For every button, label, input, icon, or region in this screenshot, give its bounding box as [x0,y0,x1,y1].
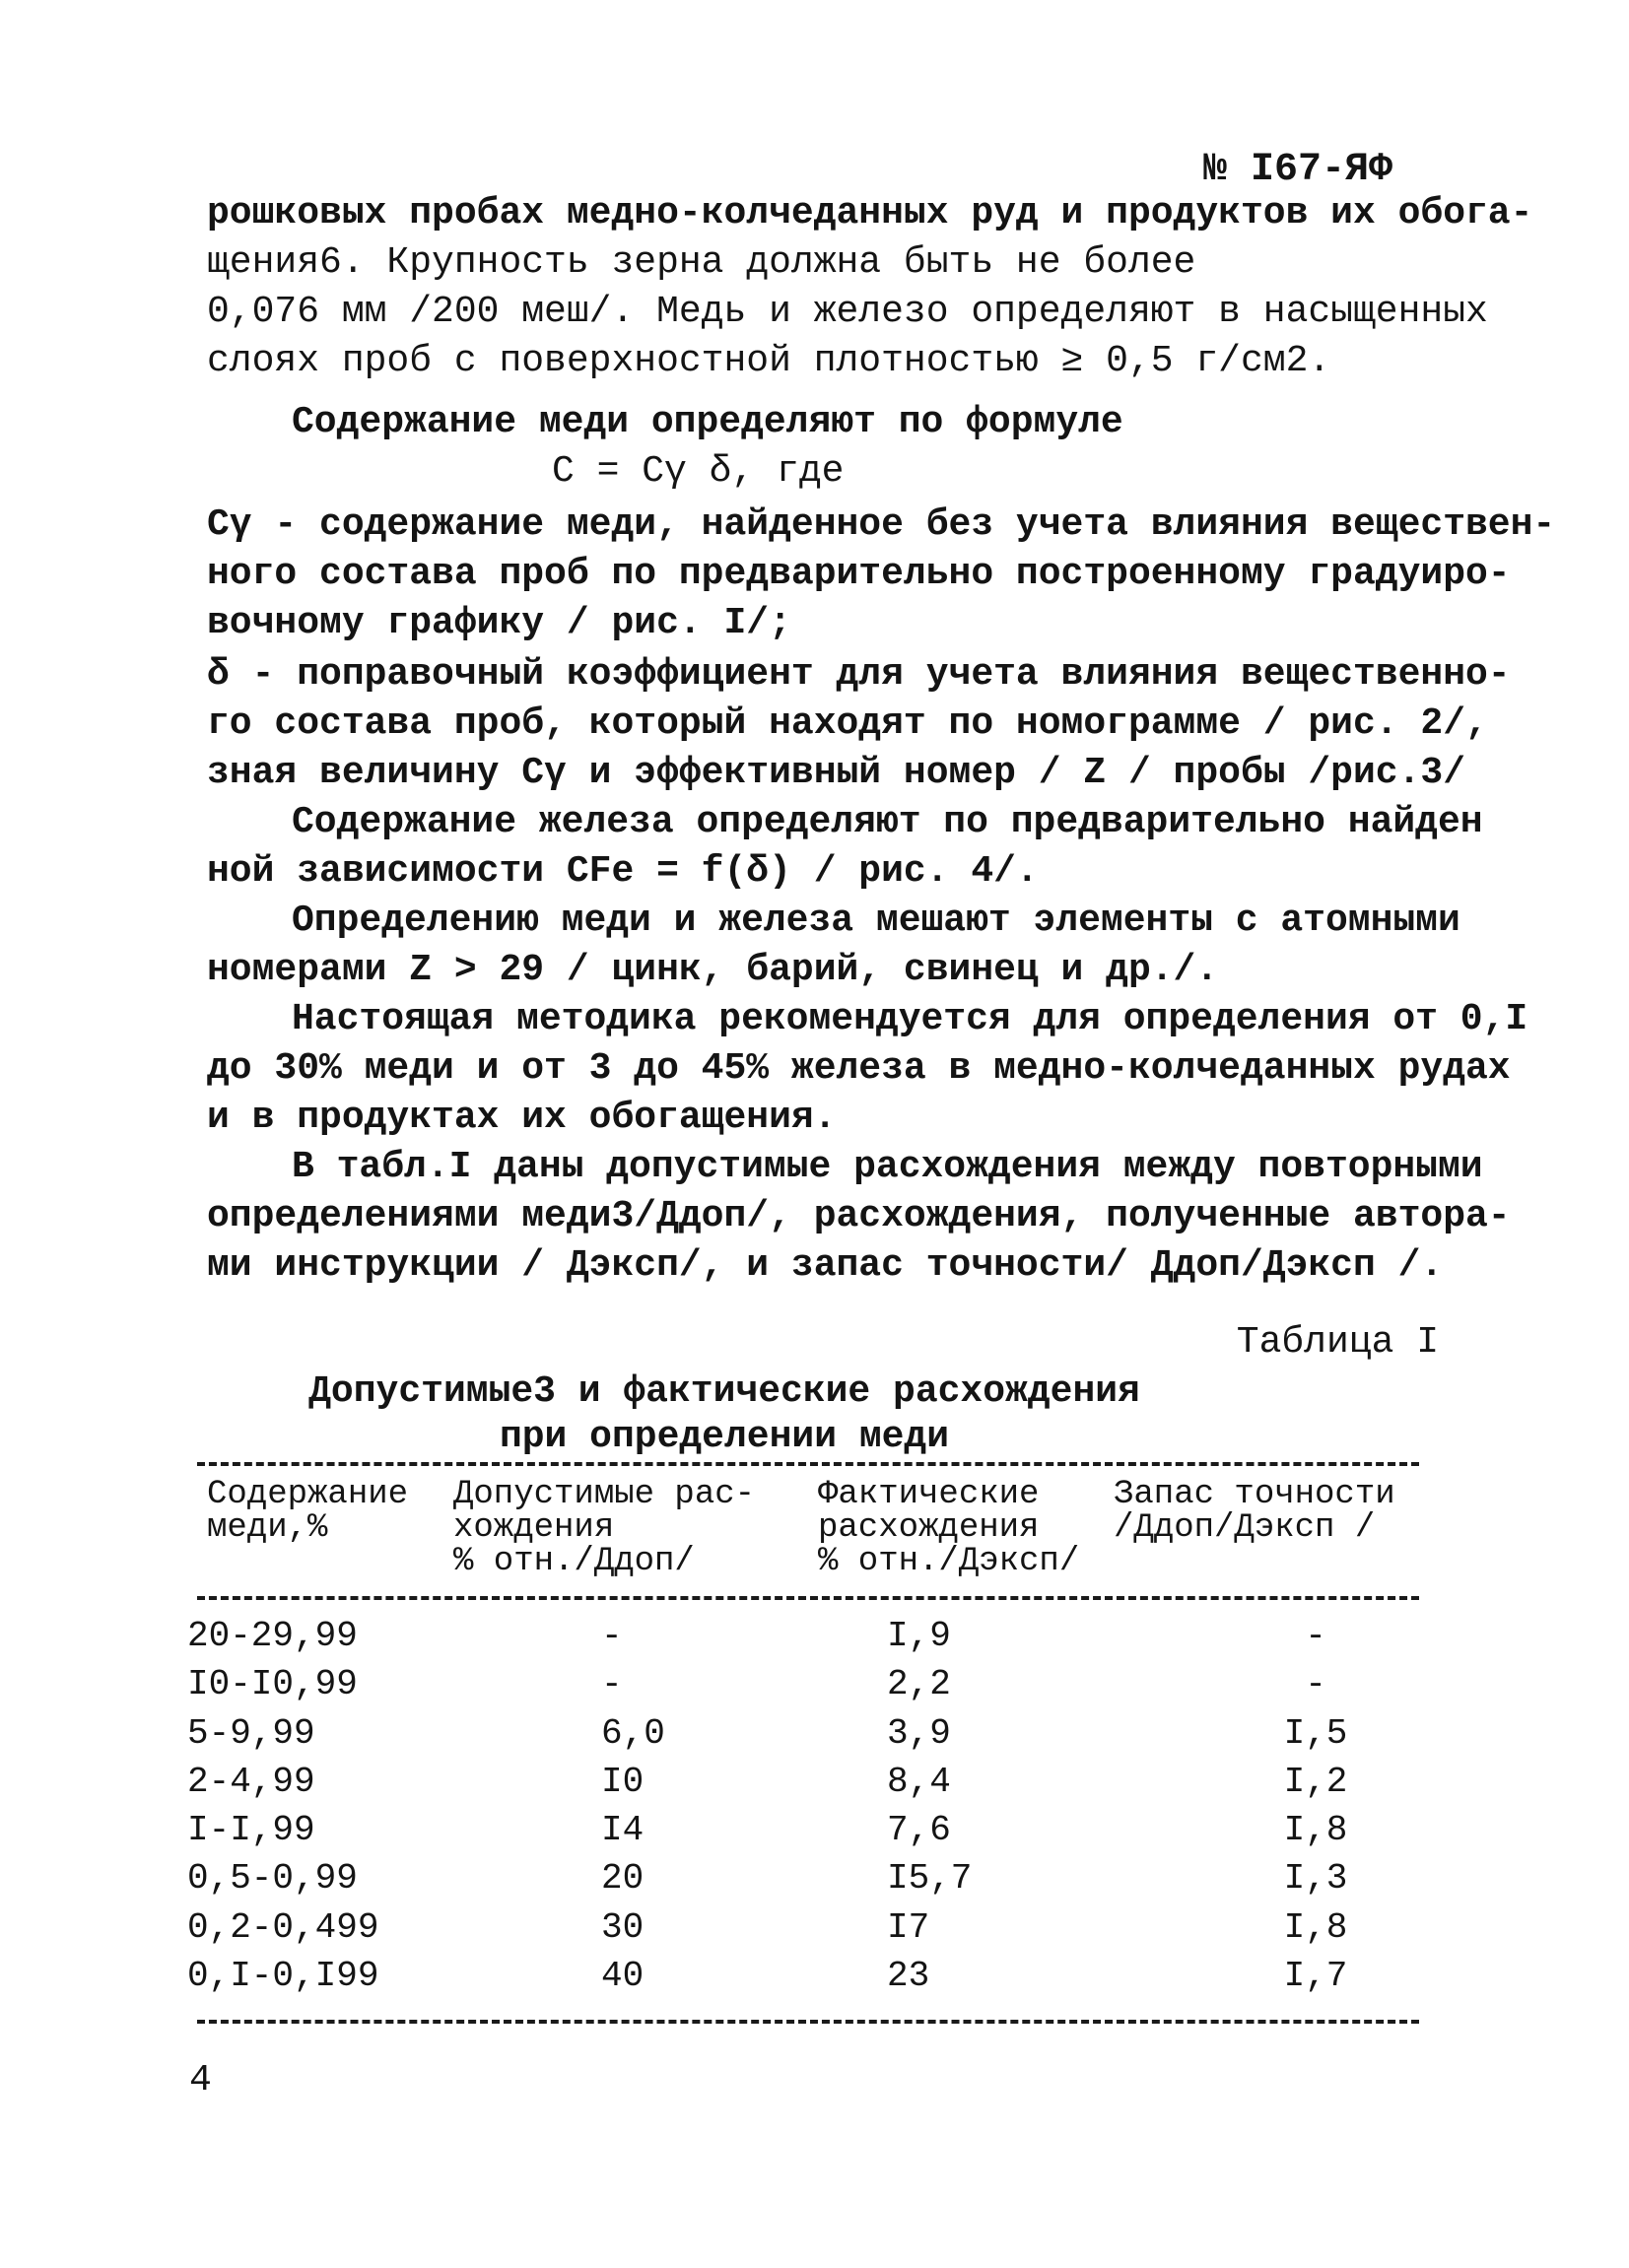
text-line: δ - поправочный коэффициент для учета влияния вещественно- [207,653,1511,696]
header-content: Содержание меди,% [207,1476,409,1547]
paragraph-c-gamma [207,500,1556,648]
header-margin: Запас точности /Ддоп/Дэксп / [1114,1476,1395,1547]
cell-margin: I,2 [1283,1761,1348,1802]
page-number: 4 [189,2059,212,2101]
text-line: номерами Z > 29 / цинк, барий, свинец и др./. [207,949,1219,991]
header-allowed: Допустимые рас- хождения % отн./Ддоп/ [453,1476,756,1580]
cell-content: 0,2-0,499 [187,1906,379,1948]
cell-actual: I5,7 [887,1858,973,1900]
table-bottom-rule [197,2020,1419,2024]
table-row [187,1664,1419,1712]
text-line: и в продуктах их обогащения. [207,1097,837,1139]
text-line: го состава проб, который находят по номограмме / рис. 2/, [207,702,1488,745]
table-header-rule [197,1596,1419,1600]
paragraph-delta [207,650,1511,798]
cell-content: I0-I0,99 [187,1664,358,1705]
formula: C = Cγ δ, где [552,450,845,493]
table-body [187,1616,1419,2004]
table-title-line: при определении меди [499,1416,950,1458]
cell-actual: 3,9 [887,1712,951,1754]
paragraph-interference [207,897,1460,995]
table-label: Таблица I [1236,1321,1439,1364]
cell-actual: 2,2 [887,1664,951,1705]
cell-allowed: 30 [601,1906,645,1948]
text-line: определениями меди3/Ддоп/, расхождения, полученные автора- [207,1195,1511,1237]
cell-allowed: - [601,1664,623,1705]
text-line: вочному графику / рис. I/; [207,602,791,644]
cell-actual: 8,4 [887,1761,951,1802]
text-line: слоях проб с поверхностной плотностью ≥ 0,5 г/см2. [207,340,1331,382]
cell-allowed: - [601,1616,623,1656]
cell-content: 0,5-0,99 [187,1858,358,1900]
text-line: ми инструкции / Дэксп/, и запас точности/ Ддоп/Дэксп /. [207,1244,1444,1287]
text-line: В табл.I даны допустимые расхождения между повторными [292,1146,1483,1188]
text-line: 0,076 мм /200 меш/. Медь и железо определяют в насыщенных [207,291,1488,333]
paragraph-scope [207,995,1528,1143]
cell-allowed: I0 [601,1761,645,1802]
cell-actual: 7,6 [887,1810,951,1851]
paragraph-formula-intro [207,398,1439,497]
text-line: Настоящая методика рекомендуется для определения от 0,I [292,998,1528,1040]
text-line: щения6. Крупность зерна должна быть не более [207,241,1196,284]
table-header [207,1478,1439,1586]
cell-content: 2-4,99 [187,1761,315,1802]
table-title-line: Допустимые3 и фактические расхождения [308,1370,1140,1413]
text-line: Cγ - содержание меди, найденное без учета влияния веществен- [207,503,1556,546]
table-row [187,1713,1419,1762]
cell-allowed: 40 [601,1956,645,1997]
table-row [187,1907,1419,1956]
table-top-rule [197,1462,1419,1466]
text-line: рошковых пробах медно-колчеданных руд и продуктов их обога- [207,192,1533,234]
table-row [187,1956,1419,2004]
cell-content: 20-29,99 [187,1616,358,1656]
header-actual: Фактические расхождения % отн./Дэксп/ [818,1476,1080,1580]
cell-actual: 23 [887,1956,930,1997]
cell-margin: - [1305,1616,1326,1656]
cell-margin: I,3 [1283,1858,1348,1900]
cell-actual: I,9 [887,1616,951,1656]
text-line: ной зависимости CFe = f(δ) / рис. 4/. [207,850,1039,893]
paragraph-iron [207,798,1483,897]
document-number: № I67-ЯФ [1202,148,1392,192]
cell-content: I-I,99 [187,1810,315,1851]
cell-allowed: 6,0 [601,1712,665,1754]
text-line: зная величину Cγ и эффективный номер / Z / пробы /рис.3/ [207,752,1466,794]
cell-allowed: 20 [601,1858,645,1900]
cell-margin: I,5 [1283,1712,1348,1754]
text-line: Определению меди и железа мешают элементы с атомными [292,900,1460,942]
text-line: Содержание железа определяют по предварительно найден [292,801,1483,843]
cell-content: 5-9,99 [187,1712,315,1754]
text-line: ного состава проб по предварительно построенному градуиро- [207,553,1511,595]
table-title [207,1369,1242,1460]
cell-margin: I,7 [1283,1956,1348,1997]
table-row [187,1762,1419,1810]
cell-margin: I,8 [1283,1906,1348,1948]
table-row [187,1616,1419,1664]
table-row [187,1810,1419,1858]
cell-actual: I7 [887,1906,930,1948]
table-row [187,1858,1419,1906]
cell-margin: I,8 [1283,1810,1348,1851]
cell-margin: - [1305,1664,1326,1705]
paragraph-sample-prep [207,189,1533,386]
text-line: до 30% меди и от 3 до 45% железа в медно-колчеданных рудах [207,1047,1511,1090]
cell-content: 0,I-0,I99 [187,1956,379,1997]
text-line: Содержание меди определяют по формуле [292,401,1123,443]
paragraph-table-ref [207,1143,1511,1291]
cell-allowed: I4 [601,1810,645,1851]
